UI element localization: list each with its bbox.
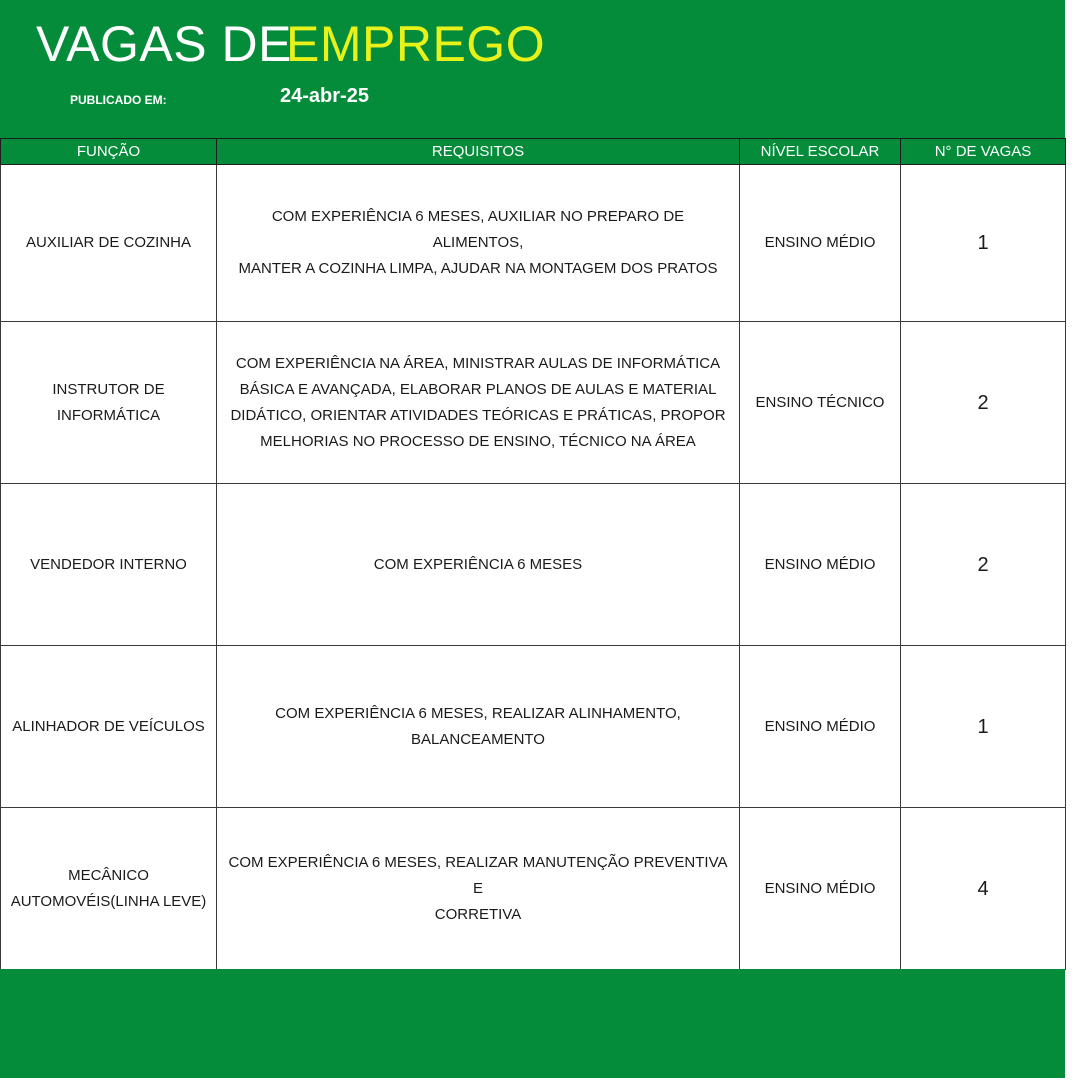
jobs-table <box>0 138 1066 970</box>
cell-requisitos: COM EXPERIÊNCIA 6 MESES <box>217 484 740 646</box>
table-row <box>1 646 1066 808</box>
cell-funcao: MECÂNICO AUTOMOVÉIS(LINHA LEVE) <box>1 808 217 970</box>
column-header-nivel-escolar: NÍVEL ESCOLAR <box>740 139 901 165</box>
table-row <box>1 808 1066 970</box>
published-label: PUBLICADO EM: <box>70 93 167 107</box>
table-row <box>1 484 1066 646</box>
cell-numero-vagas: 1 <box>901 165 1066 322</box>
cell-numero-vagas: 4 <box>901 808 1066 970</box>
table-row <box>1 165 1066 322</box>
column-header-funcao: FUNÇÃO <box>1 139 217 165</box>
cell-requisitos: COM EXPERIÊNCIA 6 MESES, REALIZAR ALINHAMENTO, BALANCEAMENTO <box>217 646 740 808</box>
table-row <box>1 322 1066 484</box>
cell-numero-vagas: 1 <box>901 646 1066 808</box>
cell-requisitos: COM EXPERIÊNCIA 6 MESES, REALIZAR MANUTENÇÃO PREVENTIVA E CORRETIVA <box>217 808 740 970</box>
title-emprego: EMPREGO <box>286 16 546 72</box>
jobs-table-wrapper <box>0 138 1065 970</box>
cell-requisitos: COM EXPERIÊNCIA 6 MESES, AUXILIAR NO PREPARO DE ALIMENTOS, MANTER A COZINHA LIMPA, AJUDAR NA MONTAGEM DOS PRATOS <box>217 165 740 322</box>
cell-nivel-escolar: ENSINO MÉDIO <box>740 646 901 808</box>
cell-funcao: ALINHADOR DE VEÍCULOS <box>1 646 217 808</box>
cell-numero-vagas: 2 <box>901 322 1066 484</box>
cell-funcao: INSTRUTOR DE INFORMÁTICA <box>1 322 217 484</box>
cell-nivel-escolar: ENSINO MÉDIO <box>740 484 901 646</box>
footer-band <box>0 969 1065 1078</box>
title-vagas-de: VAGAS DE <box>36 16 292 72</box>
header-band <box>0 0 1065 138</box>
cell-nivel-escolar: ENSINO MÉDIO <box>740 165 901 322</box>
cell-requisitos: COM EXPERIÊNCIA NA ÁREA, MINISTRAR AULAS DE INFORMÁTICA BÁSICA E AVANÇADA, ELABORAR PLANOS DE AULAS E MATERIAL DIDÁTICO, ORIENTAR ATIVIDADES TEÓRICAS E PRÁTICAS, PROPOR MELHORIAS NO PROCESSO DE ENSINO, TÉCNICO NA ÁREA <box>217 322 740 484</box>
table-header-row <box>1 139 1066 165</box>
published-date: 24-abr-25 <box>280 85 369 107</box>
column-header-numero-vagas: N° DE VAGAS <box>901 139 1066 165</box>
cell-funcao: AUXILIAR DE COZINHA <box>1 165 217 322</box>
cell-nivel-escolar: ENSINO MÉDIO <box>740 808 901 970</box>
cell-numero-vagas: 2 <box>901 484 1066 646</box>
column-header-requisitos: REQUISITOS <box>217 139 740 165</box>
cell-nivel-escolar: ENSINO TÉCNICO <box>740 322 901 484</box>
cell-funcao: VENDEDOR INTERNO <box>1 484 217 646</box>
